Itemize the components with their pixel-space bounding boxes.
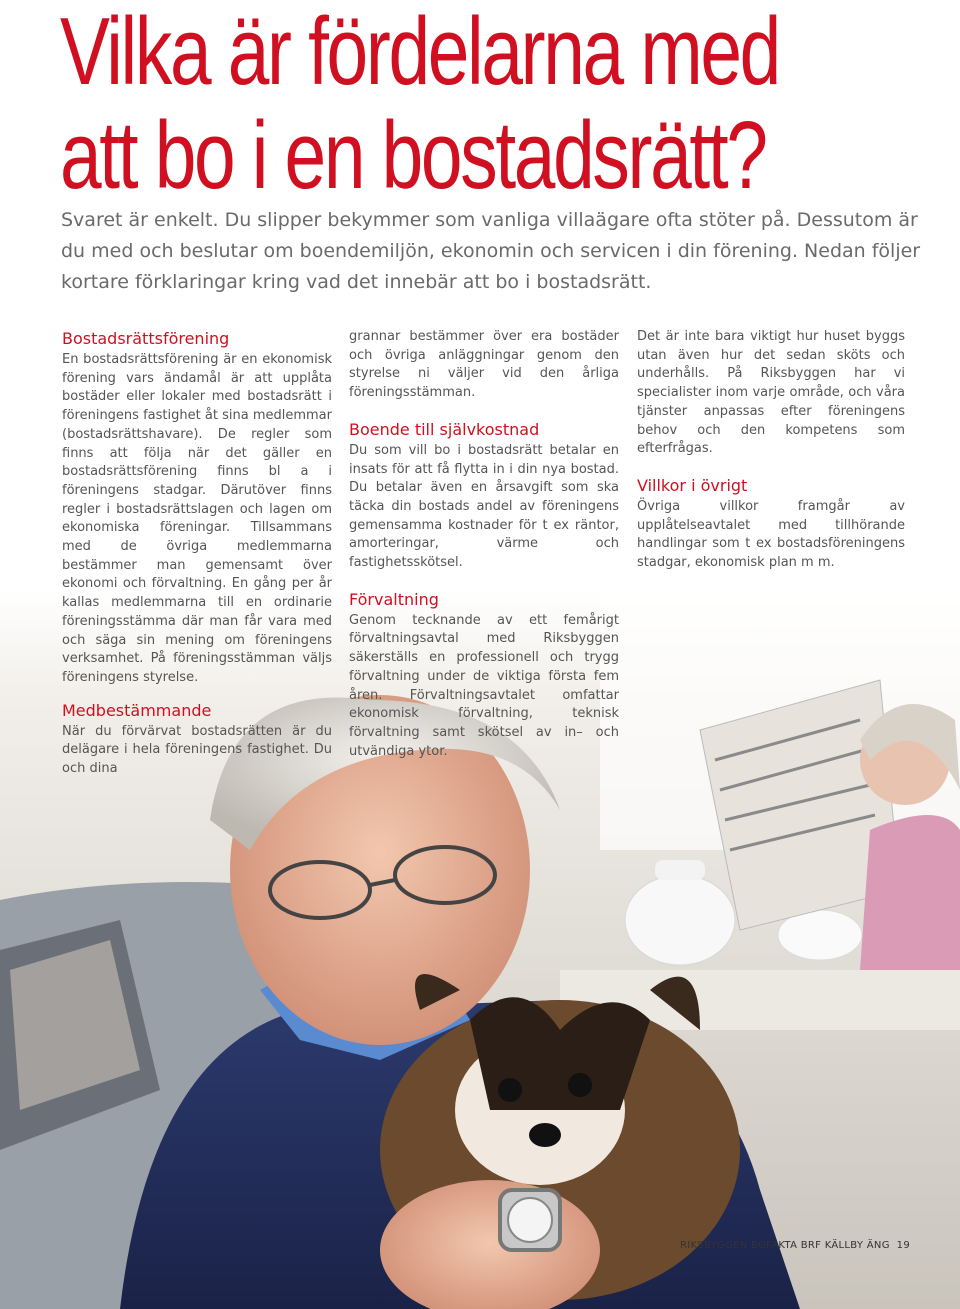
heading-boende: Boende till självkostnad [349, 419, 540, 439]
publication-name: RIKSBYGGEN BOFAKTA BRF KÄLLBY ÄNG [680, 1240, 890, 1251]
page-number: 19 [896, 1240, 910, 1251]
page-footer [680, 1240, 910, 1251]
heading-medbestammande: Medbestämmande [62, 700, 212, 720]
intro-paragraph: Svaret är enkelt. Du slipper bekymmer som vanliga villaägare ofta stöter på. Dessutom är du med och beslutar om boendemiljön, ekonomin och servicen i din förening. Nedan följer kortare förklaringar kring vad det innebär att bo i bostadsrätt. [61, 209, 921, 293]
body-forvaltning-part2: Det är inte bara viktigt hur huset byggs utan även hur det sedan sköts och underhålls. På Riksbyggen har vi specialister inom varje område, och våra tjänster anpassas efter föreningens behov och den kompetens som efterfrågas. [637, 329, 905, 457]
page-title [60, 0, 779, 209]
body-bostadsrattsforening: En bostadsrättsförening är en ekonomisk förening vars ändamål är att upplåta bostäder eller lokaler med bostadsrätt i föreningens fastighet åt sina medlemmar (bostadsrättshavare). De regler som finns att följa när det gäller en bostadsrättsförening finns bl a i föreningens stadgar. Därutöver finns regler i bostadsrättslagen och lagen om ekonomiska föreningar. Tillsammans med de övriga medlemmarna bestämmer man gemensamt över ekonomi och förvaltning. En gång per år kallas medlemmarna till en ordinarie föreningsstämma där man får vara med och säga sin mening om föreningens verksamhet. På föreningsstämman väljs föreningens styrelse. [62, 352, 332, 685]
body-boende: Du som vill bo i bostadsrätt betalar en insats för att få flytta in i din nya bostad. Du betalar även en årsavgift som ska täcka din bostads andel av föreningens gemensamma kostnader för t ex räntor, amorteringar, värme och fastighetsskötsel. [349, 442, 619, 571]
body-medbestammande-part2: grannar bestämmer över era bostäder och övriga anläggningar genom den styrelse ni väljer vid den årliga föreningsstämman. [349, 329, 619, 401]
title-line-2: att bo i en bostadsrätt? [60, 102, 766, 209]
body-forvaltning-part1: Genom tecknande av ett femårigt förvaltningsavtal med Riksbyggen säkerställs en professionell och trygg förvaltning under de viktiga första fem åren. Förvaltningsavtalet omfattar ekonomisk förvaltning, teknisk förvaltning samt skötsel av in– och utvändiga ytor. [349, 612, 619, 759]
heading-forvaltning: Förvaltning [349, 589, 439, 609]
column-1 [62, 328, 332, 791]
body-medbestammande-part1: När du förvärvat bostadsrätten är du delägare i hela föreningens fastighet. Du och dina [62, 723, 332, 777]
heading-villkor: Villkor i övrigt [637, 475, 748, 495]
body-villkor: Övriga villkor framgår av upplåtelseavtalet med tillhörande handlingar som t ex bostadsföreningens stadgar, ekonomisk plan m m. [637, 498, 905, 571]
title-line-1: Vilka är fördelarna med [60, 0, 779, 105]
column-2 [349, 328, 619, 773]
heading-bostadsrattsforening: Bostadsrättsförening [62, 329, 230, 348]
column-3 [637, 328, 905, 585]
